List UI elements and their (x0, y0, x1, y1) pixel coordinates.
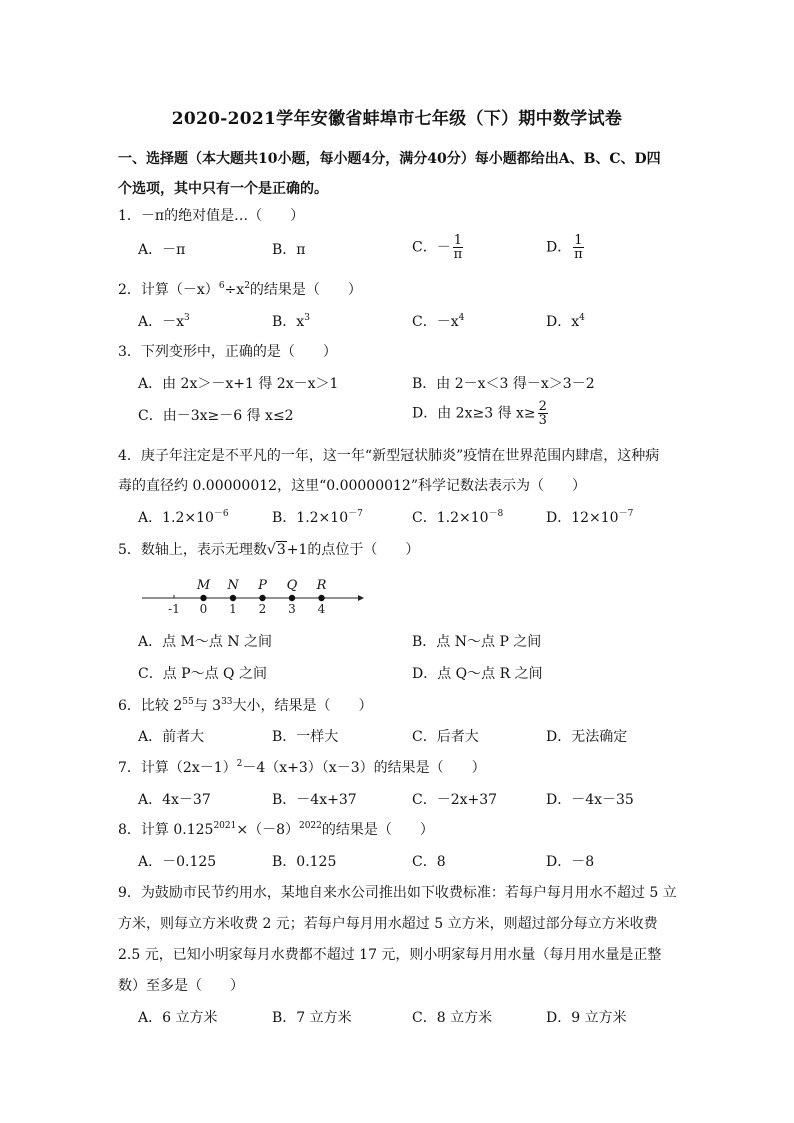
q8-stem (118, 820, 683, 840)
q9-stem-line3: 2.5 元，已知小明家每月水费都不超过 17 元，则小明家每月用水量（每月用水量是正整 (118, 947, 662, 963)
q5-option-d: D．点 Q～点 R 之间 (412, 666, 543, 682)
q6-stem-part: 6．比较 2 (118, 698, 183, 714)
q1-stem: 1．－π的绝对值是…（ ） (118, 208, 305, 224)
number-line-tick-label: -1 (168, 602, 180, 616)
q5-options-row1 (138, 632, 678, 656)
q9-stem-line4: 数）至多是（ ） (118, 978, 244, 994)
q5-option-b: B．点 N～点 P 之间 (412, 634, 542, 650)
q4-a-exponent: －6 (213, 509, 229, 519)
q1-c-denominator: π (453, 247, 463, 262)
q7-option-a: A．4x－37 (138, 792, 211, 808)
q1-option-b: B．π (272, 242, 306, 258)
number-line-point-label: Q (286, 578, 298, 593)
q7-exponent: 2 (236, 759, 243, 769)
q5-options-row2 (138, 664, 678, 688)
number-line-tick-label: 2 (258, 602, 267, 616)
q2-stem-part: 2．计算（－x） (118, 282, 219, 298)
q4-c-exponent: －8 (488, 509, 504, 519)
number-line-point (259, 595, 265, 601)
q2-option-c (412, 312, 464, 332)
q3-d-prefix: D．由 2x≥3 得 x≥ (412, 405, 536, 422)
number-line-tick-label: 1 (229, 602, 237, 616)
q6-option-b: B．一样大 (272, 729, 339, 745)
q1-d-denominator: π (574, 247, 583, 262)
q2-stem-exponent: 6 (218, 281, 225, 291)
q9-option-c: C．8 立方米 (412, 1010, 493, 1026)
q2-b-text: B．x (272, 314, 305, 330)
q3-option-c: C．由－3x≥－6 得 x≤2 (138, 408, 294, 424)
q1-option-c-prefix: C．－ (412, 239, 451, 256)
q8-exponent: 2021 (213, 821, 237, 831)
q2-option-d (546, 312, 585, 332)
q8-option-a: A．－0.125 (138, 854, 217, 870)
q7-stem-part: －4（x+3）（x－3）的结果是（ ） (242, 760, 486, 776)
number-line-tick-label: 0 (199, 602, 208, 616)
q2-c-text: C．－x (412, 314, 459, 330)
number-line-arrow (358, 595, 364, 601)
q1-d-numerator: 1 (574, 233, 583, 248)
number-line-point-label: R (316, 578, 327, 593)
q4-c-text: C．1.2×10 (412, 510, 489, 526)
q1-options (138, 233, 678, 264)
q5-stem (118, 540, 683, 560)
q7-stem-part: 7．计算（2x－1） (118, 760, 237, 776)
q4-option-b (272, 508, 363, 528)
sqrt-symbol: √3 (266, 542, 286, 558)
number-line-point-label: M (196, 578, 211, 593)
q1-option-d-prefix: D． (546, 239, 572, 256)
q8-option-c: C．8 (412, 854, 446, 870)
q9-stem-line2: 方米，则每立方米收费 2 元；若每户每月用水超过 5 立方米，则超过部分每立方米收费 (118, 916, 658, 932)
q6-exponent: 33 (221, 697, 233, 707)
q1-c-numerator: 1 (453, 233, 462, 248)
q8-options (138, 852, 678, 876)
q4-option-d (546, 508, 633, 528)
number-line-point-label: P (258, 578, 267, 593)
q1-option-a: A．－π (138, 242, 186, 258)
q3-option-b: B．由 2－x＜3 得－x＞3－2 (412, 376, 595, 392)
q9-options (138, 1008, 678, 1032)
q8-exponent: 2022 (298, 821, 322, 831)
q7-option-b: B．－4x+37 (272, 792, 357, 808)
q9-option-d: D．9 立方米 (546, 1010, 627, 1026)
q2-a-text: A．－x (138, 314, 185, 330)
q7-stem (118, 758, 683, 778)
q4-b-exponent: －7 (348, 509, 363, 519)
section-heading-line1: 一、选择题（本大题共10小题，每小题4分，满分40分）每小题都给出A、B、C、D四 (118, 151, 661, 167)
number-line-point (318, 595, 324, 601)
q8-stem-part: 的结果是（ ） (321, 822, 434, 838)
q6-exponent: 55 (182, 697, 194, 707)
q2-options (138, 312, 678, 336)
q5-radicand: 3 (276, 542, 286, 558)
q2-d-text: D．x (546, 314, 580, 330)
q8-stem-part: 8．计算 0.125 (118, 822, 214, 838)
q3-d-numerator: 2 (538, 399, 547, 414)
q4-option-c (412, 508, 503, 528)
q4-a-text: A．1.2×10 (138, 510, 214, 526)
q4-d-exponent: －7 (618, 509, 634, 519)
q2-option-a (138, 312, 190, 332)
q4-b-text: B．1.2×10 (272, 510, 349, 526)
q4-options (138, 508, 678, 532)
q2-stem (118, 280, 683, 300)
q6-stem (118, 696, 683, 716)
q4-option-a (138, 508, 229, 528)
q2-c-exponent: 4 (458, 313, 465, 323)
q7-option-c: C．－2x+37 (412, 792, 498, 808)
q4-stem-line1: 4．庚子年注定是不平凡的一年，这一年“新型冠状肺炎”疫情在世界范围内肆虐，这种病 (118, 448, 660, 464)
number-line-point-label: N (227, 578, 239, 593)
q2-b-exponent: 3 (304, 313, 310, 323)
q5-option-a: A．点 M～点 N 之间 (138, 634, 273, 650)
q2-stem-part: 的结果是（ ） (249, 282, 362, 298)
q3-d-fraction (538, 400, 548, 427)
q6-option-c: C．后者大 (412, 729, 479, 745)
q6-option-a: A．前者大 (138, 729, 205, 745)
number-line-point (289, 595, 295, 601)
number-line-point (230, 595, 236, 601)
q5-stem-part: +1的点位于（ ） (286, 542, 420, 558)
q3-stem: 3．下列变形中，正确的是（ ） (118, 344, 337, 360)
page-title: 2020-2021学年安徽省蚌埠市七年级（下）期中数学试卷 (171, 109, 623, 129)
q8-stem-part: ×（－8） (236, 822, 299, 838)
q3-options-row1 (138, 374, 678, 398)
q3-d-denominator: 3 (538, 413, 547, 428)
q6-stem-part: 大小，结果是（ ） (232, 698, 373, 714)
q4-d-text: D．12×10 (546, 510, 619, 526)
section-heading-line2: 个选项，其中只有一个是正确的。 (118, 181, 328, 197)
q7-options (138, 790, 678, 814)
q1-option-d (546, 234, 584, 261)
q2-stem-exponent: 2 (244, 281, 250, 291)
number-line-figure (138, 572, 368, 616)
q9-stem-line1: 9．为鼓励市民节约用水，某地自来水公司推出如下收费标准：若每户每月用水不超过 5 立 (118, 885, 677, 901)
q4-stem-line2: 毒的直径约 0.00000012，这里“0.00000012”科学记数法表示为（ ） (118, 478, 586, 494)
q2-stem-part: ÷x (224, 282, 245, 298)
q3-option-d (412, 400, 548, 427)
number-line-tick-label: 4 (317, 602, 326, 616)
q2-a-exponent: 3 (184, 313, 190, 323)
q1-option-c (412, 234, 463, 261)
q7-option-d: D．－4x－35 (546, 792, 634, 808)
q6-stem-part: 与 3 (193, 698, 222, 714)
q2-option-b (272, 312, 310, 332)
q8-option-b: B．0.125 (272, 854, 337, 870)
q3-options-row2 (138, 399, 678, 430)
q2-d-exponent: 4 (579, 313, 585, 323)
q5-option-c: C．点 P～点 Q 之间 (138, 666, 267, 682)
q8-option-d: D．－8 (546, 854, 595, 870)
q5-stem-part: 5．数轴上，表示无理数 (118, 542, 267, 558)
number-line-point (200, 595, 206, 601)
q3-option-a: A．由 2x＞－x+1 得 2x－x＞1 (138, 376, 339, 392)
q1-option-c-fraction (453, 234, 463, 261)
q6-options (138, 727, 678, 751)
q9-option-b: B．7 立方米 (272, 1010, 352, 1026)
q6-option-d: D．无法确定 (546, 729, 628, 745)
q1-option-d-fraction (573, 234, 583, 261)
q9-option-a: A．6 立方米 (138, 1010, 218, 1026)
number-line-tick-label: 3 (288, 602, 296, 616)
